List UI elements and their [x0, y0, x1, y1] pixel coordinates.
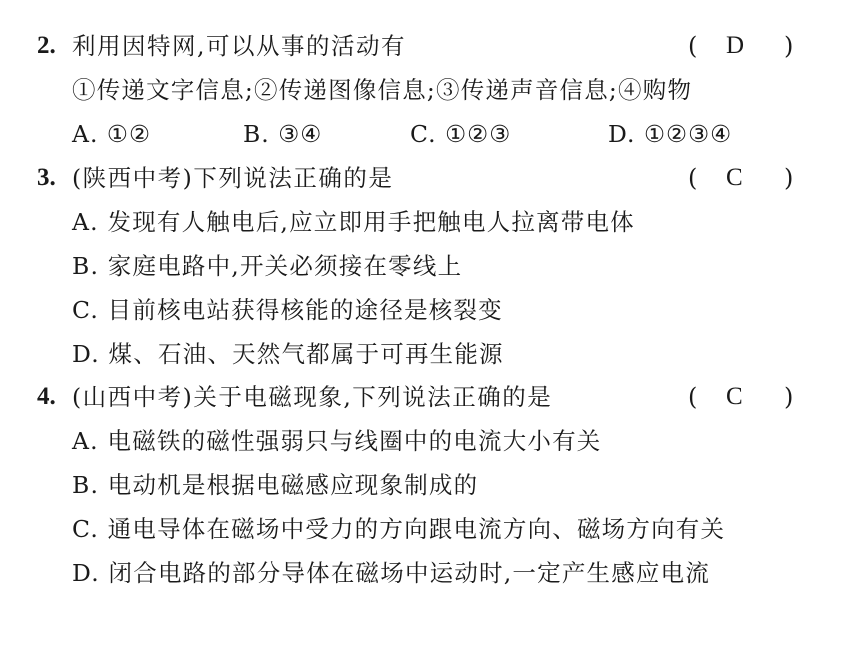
option-text: C. 通电导体在磁场中受力的方向跟电流方向、磁场方向有关 [72, 515, 726, 543]
info-text: ①传递文字信息;②传递图像信息;③传递声音信息;④购物 [72, 76, 693, 104]
option-b: B. ③④ [243, 120, 323, 148]
option-text: D. 闭合电路的部分导体在磁场中运动时,一定产生感应电流 [72, 559, 711, 587]
question-stem: 利用因特网,可以从事的活动有 [72, 32, 406, 60]
question-number: 2. [37, 32, 56, 59]
option-text: B. 电动机是根据电磁感应现象制成的 [72, 471, 479, 499]
option-text: C. 目前核电站获得核能的途径是核裂变 [72, 296, 503, 324]
option-text: A. 电磁铁的磁性强弱只与线圈中的电流大小有关 [72, 427, 602, 455]
question-number: 3. [37, 164, 56, 191]
option-text: B. 家庭电路中,开关必须接在零线上 [72, 252, 463, 280]
option-a: A. ①② [72, 120, 152, 148]
option-text: A. 发现有人触电后,应立即用手把触电人拉离带电体 [72, 208, 635, 236]
option-text: D. 煤、石油、天然气都属于可再生能源 [72, 340, 504, 368]
question-stem: (陕西中考)下列说法正确的是 [72, 164, 394, 192]
question-stem: (山西中考)关于电磁现象,下列说法正确的是 [72, 383, 553, 411]
answer-letter: D [726, 32, 745, 59]
question-number: 4. [37, 383, 56, 410]
answer-letter: C [726, 383, 743, 410]
option-d: D. ①②③④ [608, 120, 733, 148]
answer-letter: C [726, 164, 743, 191]
option-c: C. ①②③ [410, 120, 512, 148]
